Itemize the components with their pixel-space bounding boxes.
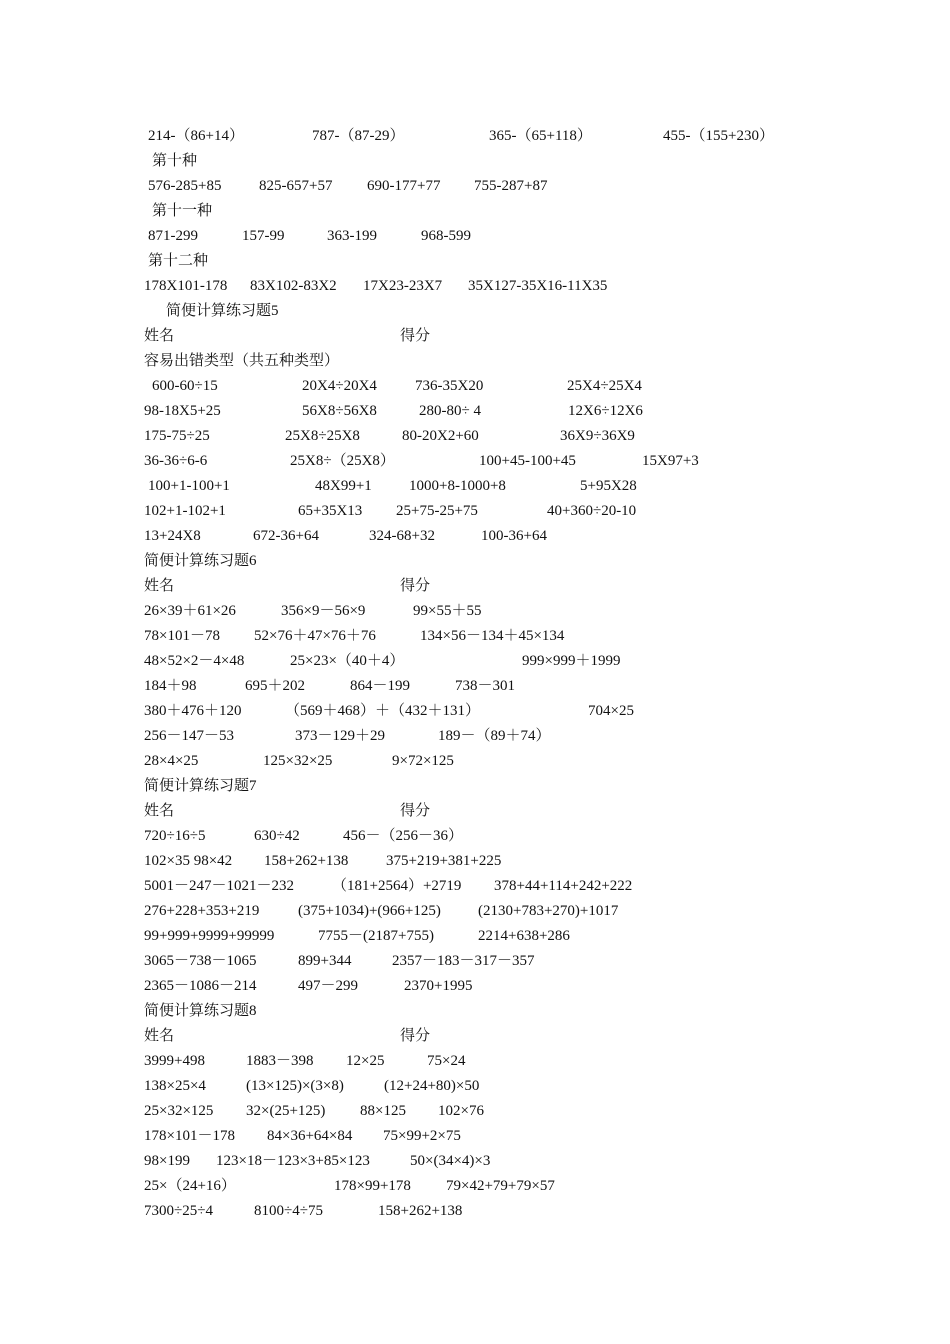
- text-line: [0, 849, 950, 874]
- name-score-line: [0, 1024, 950, 1049]
- expression: 189－（89＋74）: [438, 728, 551, 744]
- expression: 365-（65+118）: [489, 128, 592, 144]
- expression: 36X9÷36X9: [560, 428, 635, 444]
- text-line: [0, 699, 950, 724]
- expression: 184＋98: [144, 678, 197, 694]
- expression: 672-36+64: [253, 528, 319, 544]
- text-line: [0, 1199, 950, 1224]
- expression: 2365－1086－214: [144, 978, 257, 994]
- text-line: [0, 174, 950, 199]
- text-line: [0, 974, 950, 999]
- expression: 56X8÷56X8: [302, 403, 377, 419]
- score-label: 得分: [400, 803, 431, 819]
- expression: 99+999+9999+99999: [144, 928, 275, 944]
- text-line: [0, 874, 950, 899]
- expression: 9×72×125: [392, 753, 454, 769]
- expression: 8100÷4÷75: [254, 1203, 323, 1219]
- text-line: [0, 1174, 950, 1199]
- expression: 15X97+3: [642, 453, 699, 469]
- heading-text: 第十一种: [152, 203, 213, 219]
- name-label: 姓名: [144, 803, 175, 819]
- expression: 2214+638+286: [478, 928, 570, 944]
- score-label: 得分: [400, 578, 431, 594]
- expression: （569＋468）＋（432＋131）: [285, 703, 481, 719]
- expression: 695＋202: [245, 678, 306, 694]
- expression: 48×52×2－4×48: [144, 653, 245, 669]
- section-heading: [0, 199, 950, 224]
- expression: 3999+498: [144, 1053, 205, 1069]
- expression: 3065－738－1065: [144, 953, 257, 969]
- expression: 864－199: [350, 678, 411, 694]
- expression: 363-199: [327, 228, 377, 244]
- expression: 899+344: [298, 953, 352, 969]
- expression: 25×（24+16）: [144, 1178, 236, 1194]
- expression: 755-287+87: [474, 178, 548, 194]
- expression: 738－301: [455, 678, 516, 694]
- expression: 7300÷25÷4: [144, 1203, 213, 1219]
- text-line: [0, 474, 950, 499]
- expression: 20X4÷20X4: [302, 378, 377, 394]
- expression: 36-36÷6-6: [144, 453, 208, 469]
- expression: 1883－398: [246, 1053, 314, 1069]
- expression: 25X4÷25X4: [567, 378, 642, 394]
- text-line: [0, 949, 950, 974]
- text-line: [0, 649, 950, 674]
- expression: 25+75-25+75: [396, 503, 478, 519]
- text-line: [0, 349, 950, 374]
- text-line: [0, 599, 950, 624]
- expression: 17X23-23X7: [363, 278, 443, 294]
- expression: 380＋476＋120: [144, 703, 242, 719]
- expression: 75×99+2×75: [383, 1128, 461, 1144]
- score-label: 得分: [400, 328, 431, 344]
- heading-text: 第十二种: [148, 253, 209, 269]
- expression: 576-285+85: [148, 178, 222, 194]
- expression: 871-299: [148, 228, 198, 244]
- text-line: [0, 1149, 950, 1174]
- expression: (2130+783+270)+1017: [478, 903, 619, 919]
- expression: 123×18－123×3+85×123: [216, 1153, 370, 1169]
- expression: 158+262+138: [264, 853, 349, 869]
- text-line: [0, 924, 950, 949]
- expression: 5+95X28: [580, 478, 637, 494]
- name-score-line: [0, 574, 950, 599]
- expression: 158+262+138: [378, 1203, 463, 1219]
- text-line: [0, 124, 950, 149]
- text-line: [0, 449, 950, 474]
- expression: 88×125: [360, 1103, 406, 1119]
- expression: 12X6÷12X6: [568, 403, 643, 419]
- expression: 25×32×125: [144, 1103, 214, 1119]
- expression: 100+45-100+45: [479, 453, 576, 469]
- expression: 2357－183－317－357: [392, 953, 535, 969]
- expression: (12+24+80)×50: [384, 1078, 480, 1094]
- expression: 1000+8-1000+8: [409, 478, 506, 494]
- heading-text: 第十种: [152, 153, 198, 169]
- expression: 356×9－56×9: [281, 603, 366, 619]
- expression: 98×199: [144, 1153, 190, 1169]
- title-text: 简便计算练习题8: [144, 1003, 257, 1019]
- line-text: 容易出错类型（共五种类型）: [144, 353, 340, 369]
- expression: 125×32×25: [263, 753, 333, 769]
- expression: 720÷16÷5: [144, 828, 206, 844]
- expression: 80-20X2+60: [402, 428, 479, 444]
- text-line: [0, 824, 950, 849]
- text-line: [0, 749, 950, 774]
- text-line: [0, 274, 950, 299]
- name-label: 姓名: [144, 1028, 175, 1044]
- exercise-title: [0, 299, 950, 324]
- expression: 13+24X8: [144, 528, 201, 544]
- text-line: [0, 724, 950, 749]
- text-line: [0, 674, 950, 699]
- expression: 65+35X13: [298, 503, 363, 519]
- expression: 178×99+178: [334, 1178, 411, 1194]
- expression: 455-（155+230）: [663, 128, 774, 144]
- expression: 26×39＋61×26: [144, 603, 236, 619]
- expression: 600-60÷15: [152, 378, 218, 394]
- expression: 100-36+64: [481, 528, 547, 544]
- expression: 102×76: [438, 1103, 484, 1119]
- title-text: 简便计算练习题6: [144, 553, 257, 569]
- expression: (375+1034)+(966+125): [298, 903, 441, 919]
- text-line: [0, 499, 950, 524]
- exercise-title: [0, 999, 950, 1024]
- expression: 630÷42: [254, 828, 300, 844]
- expression: 79×42+79+79×57: [446, 1178, 555, 1194]
- expression: 25X8÷25X8: [285, 428, 360, 444]
- text-line: [0, 374, 950, 399]
- text-line: [0, 224, 950, 249]
- expression: 178X101-178: [144, 278, 228, 294]
- expression: 75×24: [427, 1053, 466, 1069]
- expression: 690-177+77: [367, 178, 441, 194]
- expression: 78×101－78: [144, 628, 220, 644]
- expression: 100+1-100+1: [148, 478, 230, 494]
- expression: 28×4×25: [144, 753, 199, 769]
- text-line: [0, 1099, 950, 1124]
- name-score-line: [0, 799, 950, 824]
- expression: 825-657+57: [259, 178, 333, 194]
- text-line: [0, 624, 950, 649]
- expression: （181+2564）+2719: [332, 878, 462, 894]
- expression: 373－129＋29: [295, 728, 386, 744]
- expression: 7755－(2187+755): [318, 928, 434, 944]
- expression: 12×25: [346, 1053, 385, 1069]
- expression: 50×(34×4)×3: [410, 1153, 491, 1169]
- expression: 704×25: [588, 703, 634, 719]
- title-text: 简便计算练习题5: [166, 303, 279, 319]
- section-heading: [0, 249, 950, 274]
- name-label: 姓名: [144, 328, 175, 344]
- expression: 157-99: [242, 228, 285, 244]
- expression: 375+219+381+225: [386, 853, 502, 869]
- expression: 35X127-35X16-11X35: [468, 278, 608, 294]
- expression: 736-35X20: [415, 378, 484, 394]
- expression: 175-75÷25: [144, 428, 210, 444]
- expression: 83X102-83X2: [250, 278, 337, 294]
- expression: 138×25×4: [144, 1078, 206, 1094]
- expression: 280-80÷ 4: [419, 403, 481, 419]
- expression: 84×36+64×84: [267, 1128, 353, 1144]
- expression: 178×101－178: [144, 1128, 235, 1144]
- expression: 102×35 98×42: [144, 853, 233, 869]
- expression: 40+360÷20-10: [547, 503, 637, 519]
- title-text: 简便计算练习题7: [144, 778, 257, 794]
- text-line: [0, 899, 950, 924]
- expression: 999×999＋1999: [522, 653, 621, 669]
- expression: 134×56－134＋45×134: [420, 628, 565, 644]
- expression: 98-18X5+25: [144, 403, 221, 419]
- exercise-title: [0, 549, 950, 574]
- text-line: [0, 1074, 950, 1099]
- section-heading: [0, 149, 950, 174]
- text-line: [0, 399, 950, 424]
- expression: 25×23×（40＋4）: [290, 653, 405, 669]
- expression: 102+1-102+1: [144, 503, 226, 519]
- score-label: 得分: [400, 1028, 431, 1044]
- text-line: [0, 524, 950, 549]
- expression: 787-（87-29）: [312, 128, 405, 144]
- exercise-title: [0, 774, 950, 799]
- expression: 256－147－53: [144, 728, 235, 744]
- text-line: [0, 424, 950, 449]
- expression: 32×(25+125): [246, 1103, 326, 1119]
- expression: 276+228+353+219: [144, 903, 260, 919]
- expression: 497－299: [298, 978, 359, 994]
- expression: 378+44+114+242+222: [494, 878, 633, 894]
- expression: 5001－247－1021－232: [144, 878, 295, 894]
- expression: (13×125)×(3×8): [246, 1078, 344, 1094]
- name-label: 姓名: [144, 578, 175, 594]
- expression: 456－（256－36）: [343, 828, 464, 844]
- expression: 99×55＋55: [413, 603, 482, 619]
- expression: 52×76＋47×76＋76: [254, 628, 376, 644]
- text-line: [0, 1049, 950, 1074]
- expression: 968-599: [421, 228, 471, 244]
- expression: 214-（86+14）: [148, 128, 244, 144]
- expression: 48X99+1: [315, 478, 372, 494]
- expression: 324-68+32: [369, 528, 435, 544]
- name-score-line: [0, 324, 950, 349]
- text-line: [0, 1124, 950, 1149]
- expression: 25X8÷（25X8）: [290, 453, 395, 469]
- expression: 2370+1995: [404, 978, 473, 994]
